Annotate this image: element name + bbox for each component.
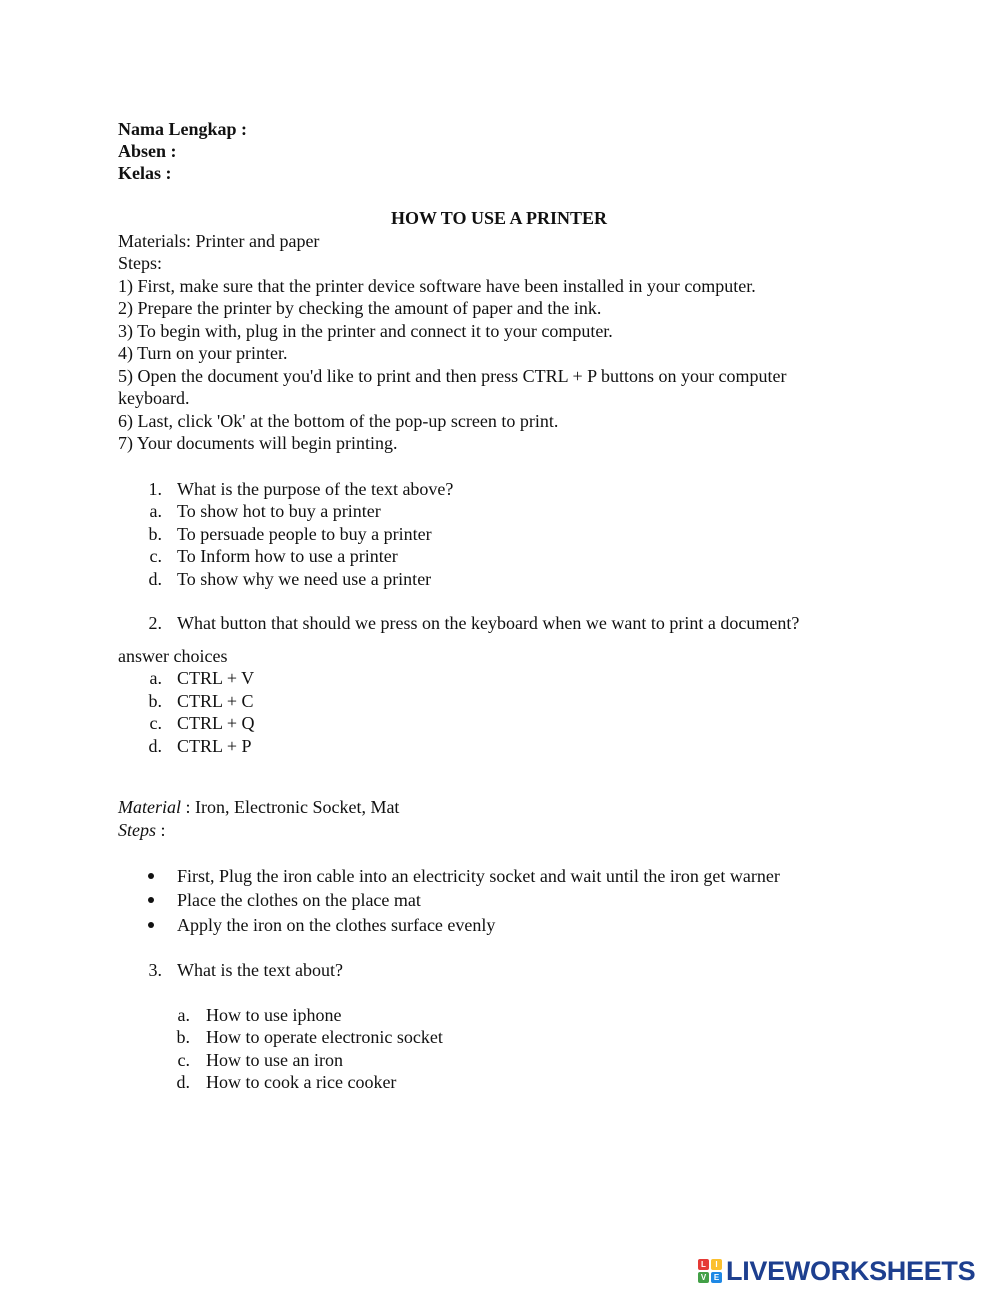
- logo-block: L: [698, 1259, 709, 1270]
- step-line: 5) Open the document you'd like to print and then press CTRL + P buttons on your computer: [118, 366, 787, 386]
- steps-line: [118, 819, 166, 841]
- steps-label: Steps:: [118, 253, 163, 273]
- option-letter: d.: [148, 736, 162, 756]
- question-number: 1.: [148, 479, 162, 499]
- logo-block: V: [698, 1272, 709, 1283]
- liveworksheets-logo[interactable]: [698, 1257, 975, 1285]
- bullet-icon: [148, 922, 154, 928]
- absen-label: Absen :: [118, 141, 177, 161]
- option-letter: a.: [177, 1005, 190, 1025]
- step-line: 4) Turn on your printer.: [118, 343, 288, 363]
- option-letter: c.: [177, 1050, 190, 1070]
- question-text: What is the text about?: [177, 960, 343, 980]
- logo-block: E: [711, 1272, 722, 1283]
- option-letter: b.: [176, 1027, 190, 1047]
- question-text: What button that should we press on the keyboard when we want to print a document?: [177, 613, 800, 633]
- option-text[interactable]: CTRL + P: [177, 736, 252, 756]
- bullet-text: First, Plug the iron cable into an electricity socket and wait until the iron get warner: [177, 866, 780, 886]
- materials-line: Materials: Printer and paper: [118, 231, 320, 251]
- question-number: 2.: [148, 613, 162, 633]
- option-letter: c.: [149, 546, 162, 566]
- option-text[interactable]: How to use iphone: [206, 1005, 342, 1025]
- step-line: keyboard.: [118, 388, 190, 408]
- option-letter: b.: [148, 691, 162, 711]
- option-letter: a.: [149, 501, 162, 521]
- question-text: What is the purpose of the text above?: [177, 479, 454, 499]
- option-text[interactable]: How to operate electronic socket: [206, 1027, 443, 1047]
- option-letter: d.: [148, 569, 162, 589]
- answer-choices-label: answer choices: [118, 646, 228, 666]
- step-line: 2) Prepare the printer by checking the amount of paper and the ink.: [118, 298, 602, 318]
- page-title: HOW TO USE A PRINTER: [390, 208, 608, 228]
- option-text[interactable]: How to cook a rice cooker: [206, 1072, 397, 1092]
- step-line: 7) Your documents will begin printing.: [118, 433, 398, 453]
- option-text[interactable]: CTRL + V: [177, 668, 255, 688]
- option-text[interactable]: To Inform how to use a printer: [177, 546, 398, 566]
- name-label: Nama Lengkap :: [118, 119, 248, 139]
- bullet-icon: [148, 873, 154, 879]
- question-number: 3.: [148, 960, 162, 980]
- option-text[interactable]: To show why we need use a printer: [177, 569, 432, 589]
- step-line: 1) First, make sure that the printer device software have been installed in your computer.: [118, 276, 756, 296]
- step-line: 6) Last, click 'Ok' at the bottom of the pop-up screen to print.: [118, 411, 559, 431]
- option-letter: a.: [149, 668, 162, 688]
- logo-block: I: [711, 1259, 722, 1270]
- bullet-text: Place the clothes on the place mat: [177, 890, 421, 910]
- option-letter: b.: [148, 524, 162, 544]
- option-letter: c.: [149, 713, 162, 733]
- bullet-icon: [148, 897, 154, 903]
- bullet-text: Apply the iron on the clothes surface evenly: [177, 915, 496, 935]
- liveworksheets-logo-icon: [698, 1259, 722, 1283]
- logo-text: LIVEWORKSHEETS: [726, 1255, 976, 1286]
- step-line: 3) To begin with, plug in the printer and connect it to your computer.: [118, 321, 613, 341]
- material-line: [118, 796, 399, 818]
- option-text[interactable]: To show hot to buy a printer: [177, 501, 381, 521]
- option-text[interactable]: CTRL + C: [177, 691, 254, 711]
- steps-colon: :: [156, 820, 166, 840]
- material-label: Material: [118, 797, 181, 817]
- material-value: : Iron, Electronic Socket, Mat: [181, 797, 400, 817]
- option-text[interactable]: CTRL + Q: [177, 713, 255, 733]
- kelas-label: Kelas :: [118, 163, 172, 183]
- steps-label-2: Steps: [118, 820, 156, 840]
- option-text[interactable]: How to use an iron: [206, 1050, 343, 1070]
- option-letter: d.: [176, 1072, 190, 1092]
- option-text[interactable]: To persuade people to buy a printer: [177, 524, 432, 544]
